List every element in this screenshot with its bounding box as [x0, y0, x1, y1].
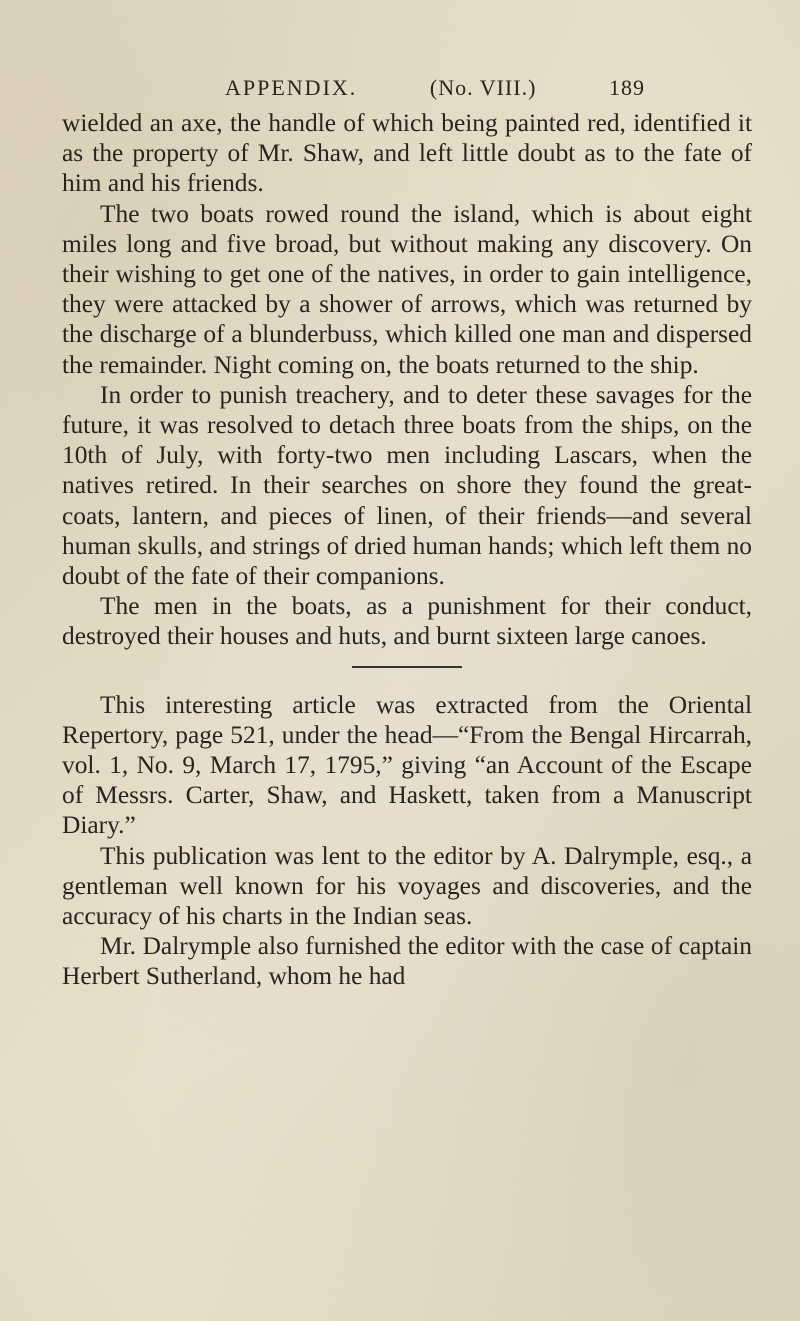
running-head-number: (No. VIII.): [429, 75, 537, 100]
running-head: [225, 75, 645, 101]
paragraph-destroyed-huts: The men in the boats, as a punishment for their conduct, destroyed their houses and huts, and burnt sixteen large canoes.: [62, 592, 752, 651]
paragraph-boats-search: The two boats rowed round the island, which is about eight miles long and five broad, but without making any discovery. On their wishing to get one of the natives, in order to gain intelligence, they were attacked by a shower of arrows, which was returned by the discharge of a blunderbuss, which killed one man and dispersed the remainder. Night coming on, the boats returned to the ship.: [62, 199, 752, 379]
section-divider: [352, 666, 462, 668]
note-source: This interesting article was extracted from the Oriental Repertory, page 521, under the head—“From the Bengal Hircarrah, vol. 1, No. 9, March 17, 1795,” giving “an Account of the Escape of Messrs. Carter, Shaw, and Haskett, taken from a Manuscript Diary.”: [62, 690, 752, 840]
note-publication: This publication was lent to the editor by A. Dalrymple, esq., a gentleman well known for his voyages and discoveries, and the accuracy of his charts in the Indian seas.: [62, 841, 752, 931]
note-dalrymple: Mr. Dalrymple also furnished the editor with the case of captain Herbert Sutherland, whom he had: [62, 932, 752, 991]
page-number: 189: [609, 75, 645, 100]
running-head-section: APPENDIX.: [225, 75, 358, 100]
page-text: [62, 108, 752, 992]
paragraph-punish-treachery: In order to punish treachery, and to deter these savages for the future, it was resolved to detach three boats from the ships, on the 10th of July, with forty-two men including Lascars, when the natives retired. In their searches on shore they found the great-coats, lantern, and pieces of linen, of their friends—and several human skulls, and strings of dried human hands; which left them no doubt of the fate of their companions.: [62, 380, 752, 591]
paragraph-continuation: wielded an axe, the handle of which being painted red, identified it as the property of Mr. Shaw, and left little doubt as to the fate of him and his friends.: [62, 109, 752, 198]
